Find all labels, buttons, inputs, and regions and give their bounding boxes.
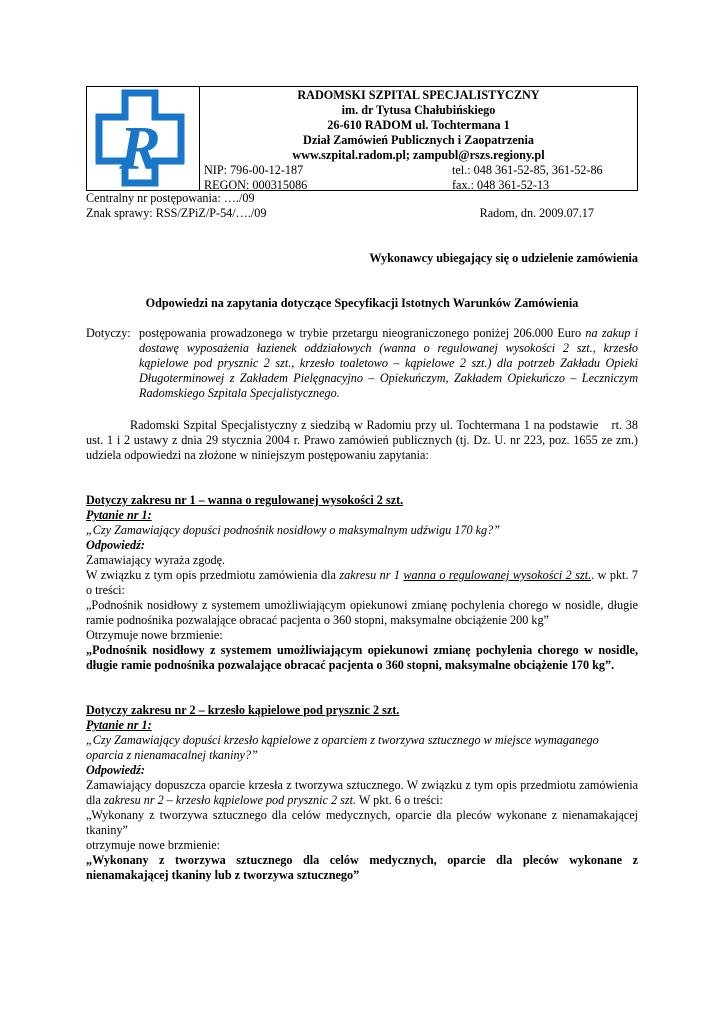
section-2-question-label: Pytanie nr 1: bbox=[86, 718, 152, 732]
section-1 bbox=[86, 493, 638, 673]
nip-tel-row bbox=[200, 163, 637, 178]
hospital-name: RADOMSKI SZPITAL SPECJALISTYCZNY bbox=[297, 88, 540, 102]
letterhead-info bbox=[200, 87, 637, 190]
subject-italic: na zakup i dostawę wyposażenia łazienek oddziałowych (wanna o regulowanej wysokości 2 szt., krzesło kąpielowe pod prysznic 2 szt., krzesło toaletowo – kąpielowe 2 szt.) dla potrzeb Zakładu Opieki Długoterminowej z Zakładem Pielęgnacyjno – Opiekuńczym, Zakładem Opiekuńczo – Leczniczym Radomskiego Szpitala Specjalistycznego. bbox=[139, 326, 638, 400]
nip: NIP: 796-00-12-187 bbox=[204, 163, 304, 177]
section-2-new-label: otrzymuje nowe brzmienie: bbox=[86, 838, 221, 852]
section-1-answer-label: Odpowiedź: bbox=[86, 538, 145, 552]
regon-fax-row bbox=[200, 178, 637, 193]
letterhead bbox=[86, 86, 638, 191]
central-number: Centralny nr postępowania: …./09 bbox=[86, 191, 255, 205]
hospital-patron: im. dr Tytusa Chałubińskiego bbox=[341, 103, 496, 117]
section-1-new-label: Otrzymuje nowe brzmienie: bbox=[86, 628, 223, 642]
fax: fax.: 048 361-52-13 bbox=[452, 178, 550, 192]
section-1-title: Dotyczy zakresu nr 1 – wanna o regulowanej wysokości 2 szt. bbox=[86, 493, 404, 507]
recipient: Wykonawcy ubiegający się o udzielenie zamówienia bbox=[369, 251, 638, 265]
intro-paragraph: Radomski Szpital Specjalistyczny z siedzibą w Radomiu przy ul. Tochtermana 1 na podstawie rt. 38 ust. 1 i 2 ustawy z dnia 29 stycznia 2004 r. Prawo zamówień publicznych (tj. Dz. U. nr 223, poz. 1655 ze zm.) udziela odpowiedzi na złożone w niniejszym postępowaniu zapytania: bbox=[86, 418, 638, 462]
section-1-question: „Czy Zamawiający dopuści podnośnik nosidłowy o maksymalnym udźwigu 170 kg?” bbox=[86, 523, 501, 537]
section-1-new-text: „Podnośnik nosidłowy z systemem umożliwiającym opiekunowi zmianę pochylenia chorego w nosidle, długie ramie podnośnika pozwalające obracać pacjenta o 360 stopni, maksymalne obciążenie 170 kg”. bbox=[86, 643, 638, 672]
document-title: Odpowiedzi na zapytania dotyczące Specyfikacji Istotnych Warunków Zamówienia bbox=[145, 296, 579, 310]
web-email: www.szpital.radom.pl; zampubl@rszs.regiony.pl bbox=[292, 148, 545, 162]
hospital-logo-icon bbox=[87, 89, 197, 187]
hospital-address: 26-610 RADOM ul. Tochtermana 1 bbox=[327, 118, 510, 132]
section-2-title: Dotyczy zakresu nr 2 – krzesło kąpielowe pod prysznic 2 szt. bbox=[86, 703, 400, 717]
answer-text-a: Zamawiający dopuszcza oparcie krzesła z tworzywa sztucznego. W związku z tym opis przedmiotu zamówienia dla bbox=[86, 778, 638, 807]
subject-block bbox=[86, 326, 638, 401]
case-number: Znak sprawy: RSS/ZPiZ/P-54/…./09 bbox=[86, 206, 267, 220]
section-1-answer: Zamawiający wyraża zgodę. bbox=[86, 553, 226, 567]
department-name: Dział Zamówień Publicznych i Zaopatrzenia bbox=[303, 133, 534, 147]
section-2-question: „Czy Zamawiający dopuści krzesło kąpielowe z oparciem z tworzywa sztucznego w miejsce wymaganego oparcia z nienamacalnej tkaniny?” bbox=[86, 733, 599, 762]
change-text-c: wanna o regulowanej wysokości 2 szt. bbox=[403, 568, 592, 582]
tel: tel.: 048 361-52-85, 361-52-86 bbox=[452, 163, 603, 177]
subject-text bbox=[139, 326, 638, 401]
subject-label: Dotyczy: bbox=[86, 326, 131, 340]
section-1-change bbox=[86, 568, 638, 598]
section-2-old-text: „Wykonany z tworzywa sztucznego dla celów medycznych, oparcie dla pleców wykonane z nienamakającej tkaniny” bbox=[86, 808, 638, 837]
answer-text-c: W pkt. 6 o treści: bbox=[356, 793, 443, 807]
section-2 bbox=[86, 703, 638, 883]
section-1-question-label: Pytanie nr 1: bbox=[86, 508, 152, 522]
logo-cell bbox=[87, 87, 200, 190]
section-2-answer bbox=[86, 778, 638, 808]
case-row bbox=[86, 206, 638, 221]
logo-letter: R bbox=[119, 115, 161, 183]
answer-text-b: zakresu nr 2 – krzesło kąpielowe pod prysznic 2 szt. bbox=[103, 793, 357, 807]
change-text-b: zakresu nr 1 bbox=[339, 568, 404, 582]
section-1-old-text: „Podnośnik nosidłowy z systemem umożliwiającym opiekunowi zmianę pochylenia chorego w nosidle, długie ramie podnośnika pozwalające obracać pacjenta o 360 stopni, maksymalne obciążenie 200 kg” bbox=[86, 598, 638, 627]
section-2-answer-label: Odpowiedź: bbox=[86, 763, 145, 777]
document-date: Radom, dn. 2009.07.17 bbox=[479, 206, 594, 220]
regon: REGON: 000315086 bbox=[204, 178, 308, 192]
subject-plain: postępowania prowadzonego w trybie przetargu nieograniczonego poniżej 206.000 Euro bbox=[139, 326, 582, 340]
change-text-a: W związku z tym opis przedmiotu zamówienia dla bbox=[86, 568, 340, 582]
change-text-d: . w pkt. 7 o treści: bbox=[86, 568, 639, 597]
document-page bbox=[86, 86, 638, 883]
section-2-new-text: „Wykonany z tworzywa sztucznego dla celów medycznych, oparcie dla pleców wykonane z nienamakającej tkaniny lub z tworzywa sztucznego” bbox=[86, 853, 638, 882]
